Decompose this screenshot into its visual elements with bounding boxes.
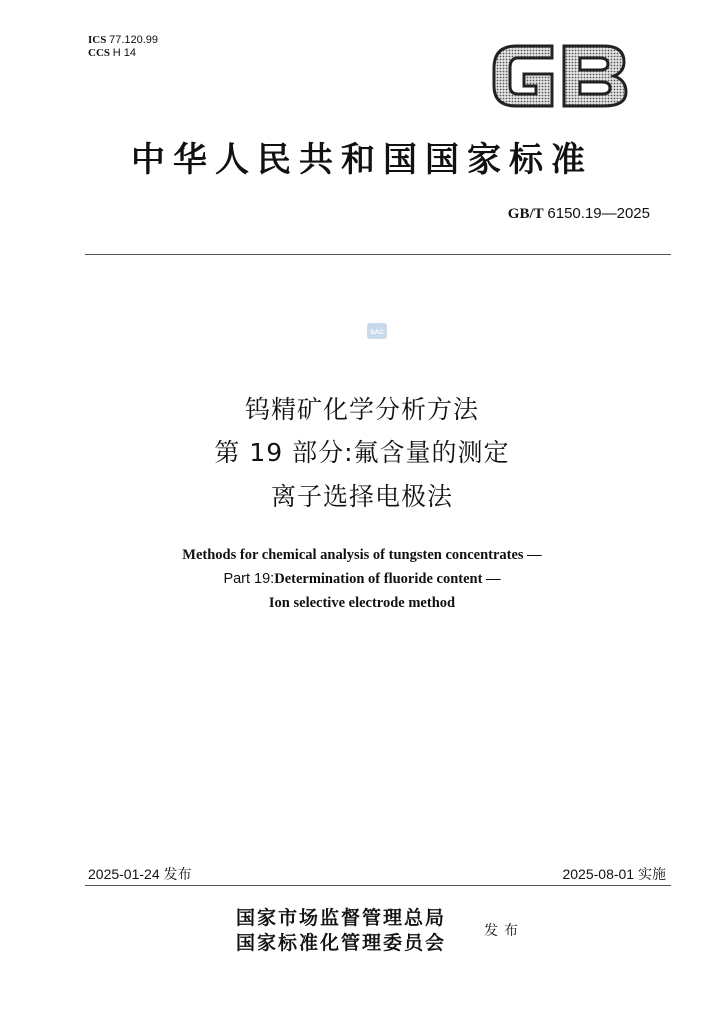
en-title-line-3: Ion selective electrode method — [268, 595, 456, 611]
en-title-line-2 — [0, 567, 724, 591]
issuer-samr: 国家市场监督管理总局 — [236, 907, 447, 929]
ccs-value: H 14 — [112, 47, 137, 59]
standard-number-value: 6150.19—2025 — [547, 205, 650, 222]
standard-number-prefix: GB/T — [507, 206, 544, 222]
cn-title-line-1: 钨精矿化学分析方法 — [244, 395, 479, 424]
ccs-code — [88, 47, 158, 60]
issuer-sac: 国家标准化管理委员会 — [236, 932, 447, 954]
en-title-part: Part 19: — [223, 571, 275, 587]
ccs-label: CCS — [88, 47, 111, 59]
national-standard-title: 中华人民共和国国家标准 — [131, 140, 593, 180]
sac-mark-text: SAC — [370, 329, 384, 336]
ics-code — [88, 34, 158, 47]
standard-number — [508, 205, 650, 223]
classification-codes — [88, 34, 158, 60]
implementation-date: 2025-08-01 实施 — [562, 866, 666, 882]
issue-date: 2025-01-24 发布 — [88, 866, 192, 882]
footer-divider — [85, 885, 671, 886]
publish-label: 发布 — [484, 923, 524, 939]
ics-value: 77.120.99 — [109, 34, 159, 46]
cn-title-line-3: 离子选择电极法 — [270, 482, 453, 511]
en-title-part-rest: Determination of fluoride content — — [274, 571, 501, 587]
gb-logo-icon — [490, 40, 630, 112]
cn-title-line-2: 第 19 部分:氟含量的测定 — [214, 438, 510, 467]
header-divider — [85, 254, 671, 255]
en-title-line-1: Methods for chemical analysis of tungsten concentrates — — [182, 547, 542, 563]
ics-label: ICS — [88, 34, 107, 46]
sac-watermark-icon — [366, 322, 388, 340]
